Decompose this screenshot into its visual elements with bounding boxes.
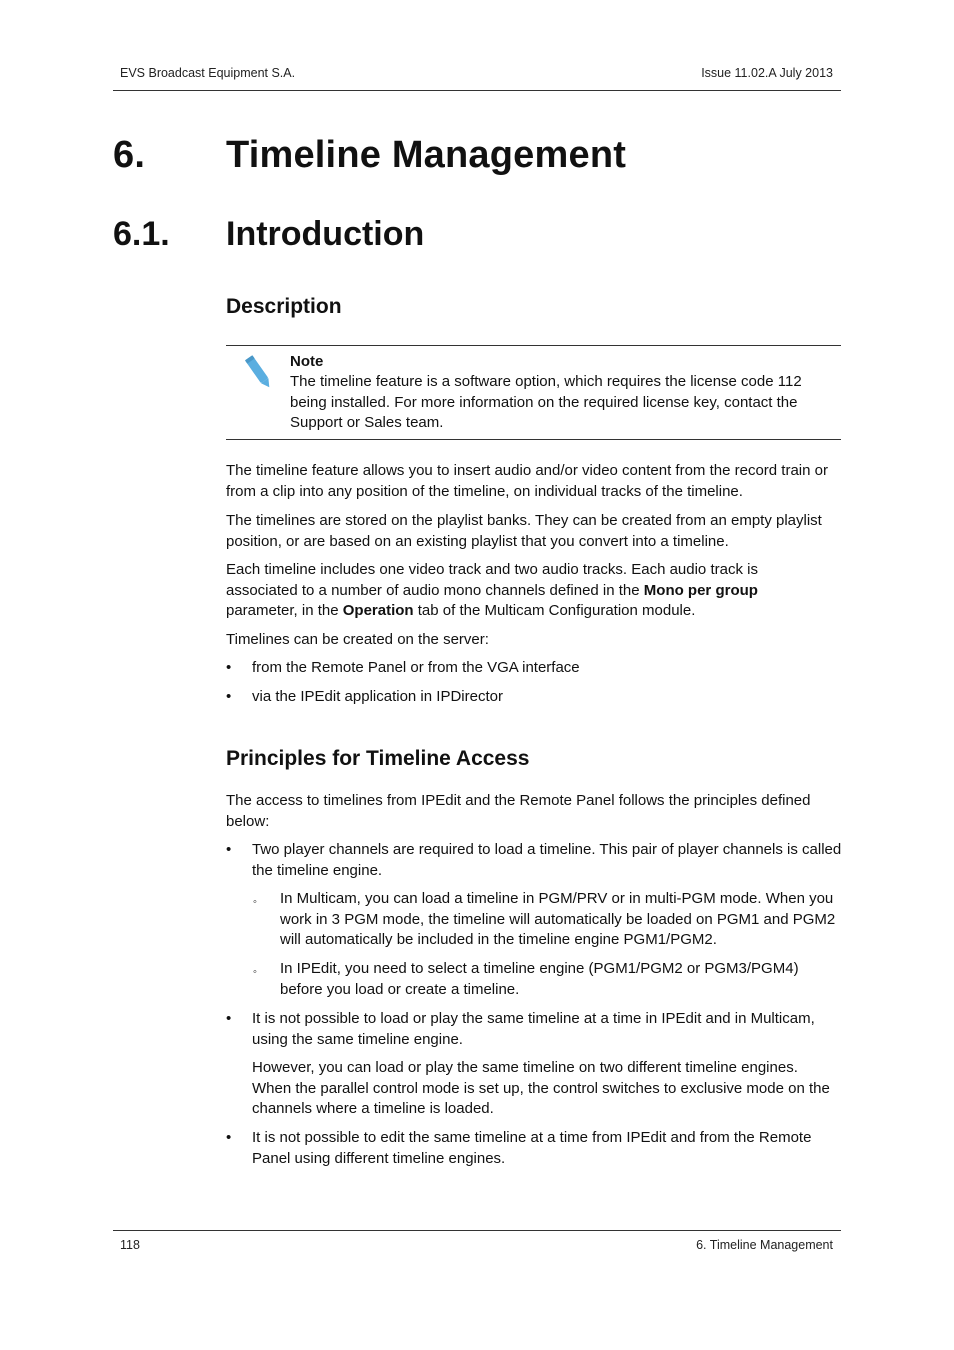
bullet-marker: • xyxy=(226,688,232,705)
chapter-number: 6. xyxy=(113,134,146,176)
list-item: It is not possible to edit the same timeline at a time from IPEdit and from the Remote Panel using different timeline engines. xyxy=(252,1129,812,1167)
footer-chapter-ref: 6. Timeline Management xyxy=(696,1238,833,1252)
pencil-icon xyxy=(242,352,274,392)
description-heading: Description xyxy=(226,295,342,318)
list-item: It is not possible to load or play the same timeline at a time in IPEdit and in Multicam, using the same timeline engine. xyxy=(252,1010,815,1048)
bullet-marker: • xyxy=(226,841,232,858)
list-item: from the Remote Panel or from the VGA interface xyxy=(252,659,580,676)
bullet-marker: • xyxy=(226,1129,232,1146)
sub-list-item: In Multicam, you can load a timeline in PGM/PRV or in multi-PGM mode. When you work in 3 PGM mode, the timeline will automatically be loaded on PGM1 and PGM2 will automatically be included in the timeline engine PGM1/PGM2. xyxy=(280,890,836,948)
header-rule xyxy=(113,90,841,91)
sub-bullet-marker: ◦ xyxy=(253,896,257,908)
list-item: Two player channels are required to load a timeline. This pair of player channels is called the timeline engine. xyxy=(252,841,842,879)
page-number: 118 xyxy=(120,1238,140,1252)
section-title: Introduction xyxy=(226,215,425,253)
principles-intro: The access to timelines from IPEdit and the Remote Panel follows the principles defined below: xyxy=(226,792,811,830)
sub-list-item: In IPEdit, you need to select a timeline engine (PGM1/PGM2 or PGM3/PGM4) before you load or create a timeline. xyxy=(280,960,799,998)
note-title: Note xyxy=(290,353,324,370)
bullet-marker: • xyxy=(226,1010,232,1027)
description-paragraph-4: Timelines can be created on the server: xyxy=(226,631,489,648)
list-item-continuation: However, you can load or play the same timeline on two different timeline engines. When the parallel control mode is set up, the control switches to exclusive mode on the channels where a timeline is loaded. xyxy=(252,1059,830,1117)
footer-rule xyxy=(113,1230,841,1231)
header-company: EVS Broadcast Equipment S.A. xyxy=(120,66,296,80)
note-text: The timeline feature is a software option, which requires the license code 112 being installed. For more information on the required license key, contact the Support or Sales team. xyxy=(290,373,802,431)
header-issue: Issue 11.02.A July 2013 xyxy=(701,66,833,80)
note-box xyxy=(226,345,841,440)
section-number: 6.1. xyxy=(113,215,170,253)
description-paragraph-2: The timelines are stored on the playlist banks. They can be created from an empty playlist position, or are based on an existing playlist that you convert into a timeline. xyxy=(226,512,822,550)
description-paragraph-1: The timeline feature allows you to insert audio and/or video content from the record train or from a clip into any position of the timeline, on individual tracks of the timeline. xyxy=(226,462,828,500)
bullet-marker: • xyxy=(226,659,232,676)
list-item: via the IPEdit application in IPDirector xyxy=(252,688,503,705)
principles-heading: Principles for Timeline Access xyxy=(226,747,530,770)
chapter-title: Timeline Management xyxy=(226,134,627,176)
description-paragraph-3: Each timeline includes one video track and two audio tracks. Each audio track is associated to a number of audio mono channels defined in the Mono per group parameter, in the Operation tab of the Multicam Configuration module. xyxy=(226,561,758,619)
sub-bullet-marker: ◦ xyxy=(253,966,257,978)
